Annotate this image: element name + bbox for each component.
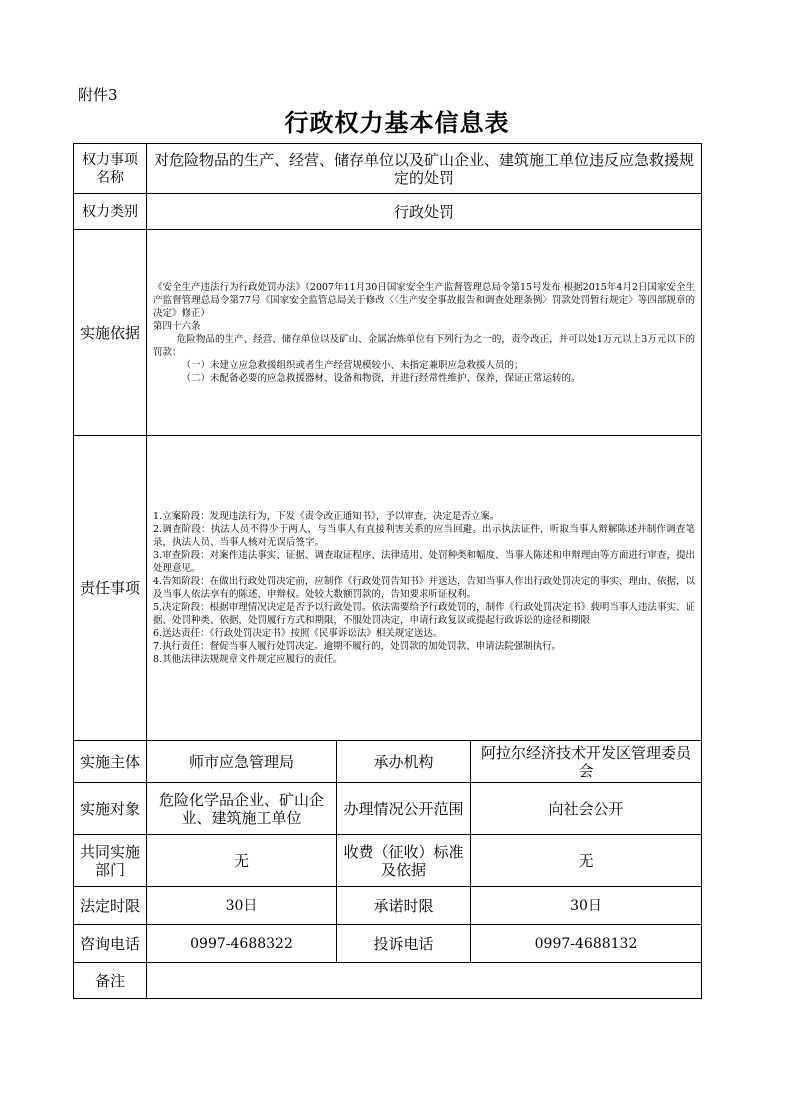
agency-label: 承办机构 [337, 741, 471, 783]
power-name-value: 对危险物品的生产、经营、储存单位以及矿山企业、建筑施工单位违反应急救援规定的处罚 [147, 144, 702, 194]
row-subject [74, 741, 702, 783]
consult-phone-value: 0997-4688322 [147, 925, 337, 963]
info-table [73, 143, 702, 999]
basis-content [147, 230, 702, 436]
subject-label: 实施主体 [74, 741, 147, 783]
basis-line-2: 第四十六条 [153, 320, 201, 332]
legal-limit-value: 30日 [147, 887, 337, 925]
joint-value: 无 [147, 835, 337, 887]
basis-line-3: 危险物品的生产、经营、储存单位以及矿山、金属冶炼单位有下列行为之一的，责令改正，并可以处1万元以上3万元以下的罚款： [153, 333, 696, 358]
page-title: 行政权力基本信息表 [284, 108, 510, 137]
duty-content [147, 436, 702, 741]
remark-value [147, 963, 702, 999]
complaint-phone-value: 0997-4688132 [471, 925, 702, 963]
legal-limit-label: 法定时限 [74, 887, 147, 925]
attachment-label: 附件3 [78, 86, 118, 104]
target-value: 危险化学品企业、矿山企业、建筑施工单位 [147, 783, 337, 835]
promised-limit-label: 承诺时限 [337, 887, 471, 925]
duty-line-2: 2.调查阶段：执法人员不得少于两人，与当事人有直接利害关系的应当回避。出示执法证件，听取当事人辩解陈述并制作调查笔录，执法人员、当事人核对无误后签字。 [153, 524, 696, 548]
promised-limit-value: 30日 [471, 887, 702, 925]
subject-value: 师市应急管理局 [147, 741, 337, 783]
disclosure-value: 向社会公开 [471, 783, 702, 835]
remark-label: 备注 [74, 963, 147, 999]
duty-line-1: 1.立案阶段：发现违法行为，下发《责令改正通知书》，予以审查，决定是否立案。 [153, 511, 500, 522]
duty-label: 责任事项 [74, 436, 147, 741]
power-category-label: 权力类别 [74, 194, 147, 230]
duty-line-8: 8.其他法律法规规章文件规定应履行的责任。 [153, 654, 343, 665]
duty-line-6: 6.送达责任：《行政处罚决定书》按照《民事诉讼法》相关规定送达。 [153, 628, 443, 639]
row-basis [74, 230, 702, 436]
basis-line-1: 《安全生产违法行为行政处罚办法》（2007年11月30日国家安全生产监督管理总局令第15号发布 根据2015年4月2日国家安全生产监督管理总局令第77号《国家安全监管总局关于修改〈〈生产安全事故报告和调查处理条例〉罚款处罚暂行规定〉等四部规章的决定》修正） [153, 281, 696, 319]
row-duty [74, 436, 702, 741]
row-limit [74, 887, 702, 925]
duty-line-7: 7.执行责任：督促当事人履行处罚决定。逾期不履行的，处罚款的加处罚款、申请法院强制执行。 [153, 641, 562, 652]
row-target [74, 783, 702, 835]
row-remark [74, 963, 702, 999]
basis-line-4: （一）未建立应急救援组织或者生产经营规模较小、未指定兼职应急救援人员的； [181, 359, 524, 371]
row-phone [74, 925, 702, 963]
basis-label: 实施依据 [74, 230, 147, 436]
fee-value: 无 [471, 835, 702, 887]
disclosure-label: 办理情况公开范围 [337, 783, 471, 835]
fee-label: 收费（征收）标准及依据 [337, 835, 471, 887]
duty-line-4: 4.告知阶段：在做出行政处罚决定前，应制作《行政处罚告知书》并送达，告知当事人作出行政处罚决定的事实、理由、依据，以及当事人依法享有的陈述、申辩权。处较大数额罚款的，告知要求听证权利。 [153, 576, 696, 600]
duty-line-3: 3.审查阶段：对案件违法事实、证据、调查取证程序、法律适用、处罚种类和幅度、当事人陈述和申辩理由等方面进行审查，提出处理意见。 [153, 550, 696, 574]
basis-line-5: （二）未配备必要的应急救援器材、设备和物资，并进行经常性维护、保养，保证正常运转的。 [181, 372, 581, 384]
power-name-label: 权力事项名称 [74, 144, 147, 194]
consult-phone-label: 咨询电话 [74, 925, 147, 963]
row-joint [74, 835, 702, 887]
target-label: 实施对象 [74, 783, 147, 835]
power-category-value: 行政处罚 [147, 194, 702, 230]
complaint-phone-label: 投诉电话 [337, 925, 471, 963]
row-power-name [74, 144, 702, 194]
duty-line-5: 5.决定阶段：根据审理情况决定是否予以行政处罚。依法需要给予行政处罚的，制作《行政处罚决定书》载明当事人违法事实、证据、处罚种类、依据，处罚履行方式和期限，不服处罚决定，申请行政复议或提起行政诉讼的途径和期限 [153, 602, 696, 626]
agency-value: 阿拉尔经济技术开发区管理委员会 [471, 741, 702, 783]
row-power-category [74, 194, 702, 230]
joint-label: 共同实施部门 [74, 835, 147, 887]
